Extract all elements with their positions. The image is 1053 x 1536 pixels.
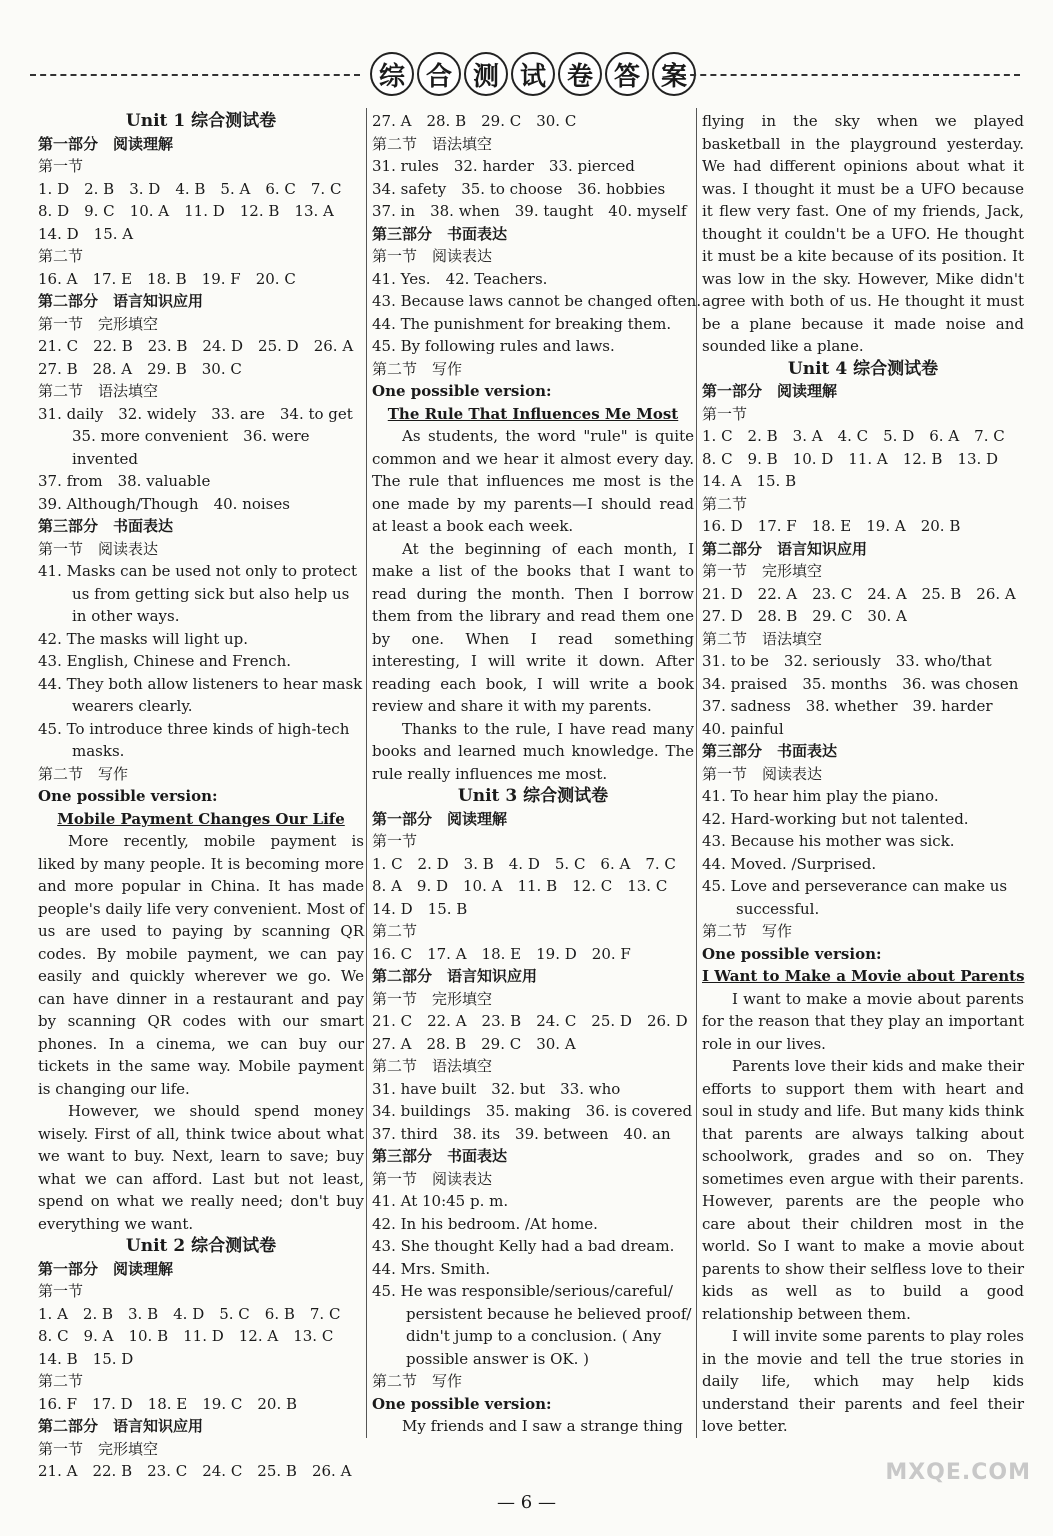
answer-line: 37. sadness 38. whether 39. harder bbox=[702, 697, 993, 715]
answer-line: 31. to be 32. seriously 33. who/that bbox=[702, 652, 992, 670]
answer-line: 41. At 10:45 p. m. bbox=[372, 1192, 509, 1210]
essay-paragraph: At the beginning of each month, I make a list of the books that I want to read during the month. Then I borrow them from the library and read them one by one. When I read something interesting, I will write it down. After reading each book, I will write a book review and share it with my parents. bbox=[372, 539, 694, 715]
answer-line: 44. The punishment for breaking them. bbox=[372, 314, 672, 333]
answer-line: 第一节 bbox=[372, 832, 418, 850]
answer-line: 31. rules 32. harder 33. pierced bbox=[372, 157, 635, 175]
answer-line: 第一节 完形填空 bbox=[372, 989, 493, 1008]
section-heading: 第三部分 书面表达 bbox=[372, 224, 508, 243]
answer-item: 45. Love and perseverance can make us successful. bbox=[702, 877, 1008, 918]
answer-line: 27. A 28. B 29. C 30. A bbox=[372, 1034, 576, 1053]
page-header bbox=[30, 46, 1020, 110]
answer-line: 第一节 bbox=[38, 1282, 84, 1300]
section-heading: 第二部分 语言知识应用 bbox=[702, 539, 868, 558]
header-title-char: 试 bbox=[511, 52, 555, 96]
answer-item: 41. Masks can be used not only to protect us from getting sick but also help us in other ways. bbox=[38, 562, 357, 625]
section-heading: 第三部分 书面表达 bbox=[702, 742, 838, 760]
answer-line: 第一节 阅读表达 bbox=[372, 247, 493, 265]
header-title-char: 卷 bbox=[558, 52, 602, 96]
answer-line: 21. C 22. A 23. B 24. C 25. D 26. D bbox=[372, 1012, 688, 1030]
answer-column-2 bbox=[372, 110, 702, 1438]
header-rule-right bbox=[680, 74, 1020, 76]
section-heading: 第二部分 语言知识应用 bbox=[38, 292, 204, 310]
section-heading: One possible version: bbox=[702, 944, 882, 963]
answer-line: 16. F 17. D 18. E 19. C 20. B bbox=[38, 1394, 297, 1413]
unit-title: Unit 2 综合测试卷 bbox=[125, 1236, 277, 1256]
answer-line: 27. B 28. A 29. B 30. C bbox=[38, 359, 242, 378]
essay-title: I Want to Make a Movie about Parents bbox=[702, 967, 1025, 985]
essay-paragraph: I will invite some parents to play roles in the movie and tell the true stories in daily life, which may help kids understand their parents and feel their love better. bbox=[702, 1327, 1024, 1435]
answer-line: 第二节 语法填空 bbox=[38, 382, 159, 400]
essay-paragraph: I want to make a movie about parents for the reason that they play an important role in our lives. bbox=[702, 989, 1024, 1053]
answer-line: 1. A 2. B 3. B 4. D 5. C 6. B 7. C bbox=[38, 1304, 341, 1323]
answer-line: 第二节 写作 bbox=[38, 764, 129, 783]
answer-line: 第二节 bbox=[38, 1372, 84, 1390]
essay-title: The Rule That Influences Me Most bbox=[387, 404, 679, 423]
answer-column-1 bbox=[38, 110, 364, 1483]
answer-line: 8. C 9. B 10. D 11. A 12. B 13. D bbox=[702, 449, 999, 468]
section-heading: 第一部分 阅读理解 bbox=[38, 134, 174, 153]
section-heading: 第一部分 阅读理解 bbox=[372, 809, 508, 828]
answer-line: 31. have built 32. but 33. who bbox=[372, 1079, 621, 1098]
header-title-char: 合 bbox=[417, 52, 461, 96]
column-divider bbox=[366, 108, 367, 1438]
answer-line: 1. D 2. B 3. D 4. B 5. A 6. C 7. C bbox=[38, 179, 342, 198]
answer-line: 43. English, Chinese and French. bbox=[38, 652, 292, 670]
answer-line: 34. buildings 35. making 36. is covered bbox=[372, 1102, 693, 1120]
essay-paragraph: flying in the sky when we played basketball in the playground yesterday. We had different opinions about what it was. I thought it must be a UFO because it flew very fast. One of my friends, Jack, thought it couldn't be a UFO. He thought it must be a kite because of its position. It was low in the sky. However, Mike didn't agree with both of us. He thought it must be a plane because it made noise and sounded like a plane. bbox=[702, 112, 1024, 355]
answer-column-3 bbox=[702, 110, 1024, 1438]
header-title bbox=[370, 52, 696, 96]
answer-line: 16. D 17. F 18. E 19. A 20. B bbox=[702, 517, 961, 535]
header-rule-left bbox=[30, 74, 360, 76]
answer-item: 45. To introduce three kinds of high-tech masks. bbox=[38, 719, 350, 760]
section-heading: One possible version: bbox=[372, 1394, 552, 1413]
answer-line: 44. Mrs. Smith. bbox=[372, 1259, 491, 1278]
answer-line: 21. D 22. A 23. C 24. A 25. B 26. A bbox=[702, 584, 1016, 603]
page-number: — 6 — bbox=[497, 1492, 556, 1513]
answer-line: 31. daily 32. widely 33. are 34. to get bbox=[38, 404, 353, 423]
unit-title: Unit 4 综合测试卷 bbox=[787, 358, 939, 379]
answer-line: 第二节 写作 bbox=[372, 1372, 463, 1390]
answer-item: 44. They both allow listeners to hear mask wearers clearly. bbox=[38, 674, 363, 715]
answer-line: 8. C 9. A 10. B 11. D 12. A 13. C bbox=[38, 1327, 334, 1345]
answer-line: 第一节 完形填空 bbox=[702, 562, 823, 580]
answer-line: 第二节 bbox=[372, 922, 418, 940]
answer-line: 27. A 28. B 29. C 30. C bbox=[372, 112, 577, 130]
essay-paragraph: However, we should spend money wisely. First of all, think twice about what we want to buy. Next, learn to save; buy what we can afford. Last but not least, spend on what we really need; don't buy everything we want. bbox=[38, 1102, 364, 1233]
answer-line: 21. C 22. B 23. B 24. D 25. D 26. A bbox=[38, 337, 354, 355]
answer-line: 45. By following rules and laws. bbox=[372, 337, 615, 355]
section-heading: One possible version: bbox=[38, 787, 218, 805]
essay-paragraph: As students, the word "rule" is quite common and we hear it almost every day. The rule that influences me most is the one made by my parents—I should read at least a book each week. bbox=[372, 427, 694, 535]
answer-line: 37. in 38. when 39. taught 40. myself bbox=[372, 202, 687, 220]
answer-line: 14. A 15. B bbox=[702, 472, 797, 490]
answer-line: 第二节 语法填空 bbox=[702, 629, 823, 648]
section-heading: 第一部分 阅读理解 bbox=[38, 1259, 174, 1278]
answer-line: 42. In his bedroom. /At home. bbox=[372, 1214, 598, 1233]
answer-line: 第二节 语法填空 bbox=[372, 134, 493, 153]
answer-line: 43. Because laws cannot be changed often. bbox=[372, 292, 702, 310]
answer-line: 39. Although/Though 40. noises bbox=[38, 494, 290, 513]
answer-line: 41. To hear him play the piano. bbox=[702, 787, 939, 805]
header-title-char: 测 bbox=[464, 52, 508, 96]
answer-line: 14. D 15. B bbox=[372, 899, 468, 918]
header-title-char: 综 bbox=[370, 52, 414, 96]
answer-line: 16. A 17. E 18. B 19. F 20. C bbox=[38, 269, 296, 288]
unit-title: Unit 3 综合测试卷 bbox=[457, 786, 609, 806]
answer-line: 14. B 15. D bbox=[38, 1349, 134, 1368]
answer-line: 44. Moved. /Surprised. bbox=[702, 854, 877, 873]
answer-line: 14. D 15. A bbox=[38, 224, 134, 243]
header-title-char: 案 bbox=[652, 52, 696, 96]
answer-line: 1. C 2. D 3. B 4. D 5. C 6. A 7. C bbox=[372, 854, 676, 873]
answer-line: 第一节 bbox=[38, 157, 84, 175]
essay-title: Mobile Payment Changes Our Life bbox=[57, 809, 345, 828]
answer-line: 第一节 阅读表达 bbox=[38, 539, 159, 558]
section-heading: 第三部分 书面表达 bbox=[372, 1147, 508, 1165]
answer-line: 第二节 bbox=[38, 247, 84, 265]
answer-line: 21. A 22. B 23. C 24. C 25. B 26. A bbox=[38, 1462, 352, 1480]
answer-line: 43. Because his mother was sick. bbox=[702, 832, 955, 850]
essay-paragraph: More recently, mobile payment is liked by many people. It is becoming more and more popular in China. It has made people's daily life very convenient. Most of us are used to paying by scanning QR codes. By mobile payment, we can pay easily and quickly wherever we go. We can have dinner in a restaurant and pay by scanning QR codes with our smart phones. In a cinema, we can buy our tickets in the same way. Mobile payment is changing our life. bbox=[38, 832, 364, 1098]
header-title-char: 答 bbox=[605, 52, 649, 96]
answer-line: 37. third 38. its 39. between 40. an bbox=[372, 1124, 671, 1143]
answer-line: 8. A 9. D 10. A 11. B 12. C 13. C bbox=[372, 877, 668, 895]
section-heading: One possible version: bbox=[372, 382, 552, 400]
answer-line: 第一节 阅读表达 bbox=[372, 1169, 493, 1188]
section-heading: 第二部分 语言知识应用 bbox=[372, 967, 538, 985]
answer-line: 42. Hard-working but not talented. bbox=[702, 809, 969, 828]
section-heading: 第三部分 书面表达 bbox=[38, 517, 174, 535]
answer-line: 43. She thought Kelly had a bad dream. bbox=[372, 1237, 675, 1255]
answer-line: 第二节 bbox=[702, 494, 748, 513]
section-heading: 第一部分 阅读理解 bbox=[702, 382, 838, 400]
answer-line: 34. safety 35. to choose 36. hobbies bbox=[372, 179, 666, 198]
answer-line: 27. D 28. B 29. C 30. A bbox=[702, 607, 907, 625]
answer-line: 16. C 17. A 18. E 19. D 20. F bbox=[372, 944, 631, 963]
watermark-logo: MXQE.COM bbox=[885, 1460, 1031, 1485]
answer-line: 34. praised 35. months 36. was chosen bbox=[702, 674, 1019, 693]
answer-line: 42. The masks will light up. bbox=[38, 629, 249, 648]
section-heading: 第二部分 语言知识应用 bbox=[38, 1417, 204, 1435]
essay-paragraph: Thanks to the rule, I have read many books and learned much knowledge. The rule really influences me most. bbox=[372, 719, 694, 783]
answer-line: 8. D 9. C 10. A 11. D 12. B 13. A bbox=[38, 202, 334, 220]
answer-line: 第一节 完形填空 bbox=[38, 314, 159, 333]
answer-line: 第一节 阅读表达 bbox=[702, 764, 823, 783]
answer-line: 41. Yes. 42. Teachers. bbox=[372, 269, 548, 288]
answer-item: 45. He was responsible/serious/careful/ persistent because he believed proof/ didn't jump to a conclusion. ( Any possible answer is OK. ) bbox=[372, 1282, 692, 1368]
answer-line: 35. more convenient 36. were invented bbox=[72, 427, 310, 468]
answer-line: 1. C 2. B 3. A 4. C 5. D 6. A 7. C bbox=[702, 427, 1005, 445]
essay-paragraph: My friends and I saw a strange thing bbox=[402, 1417, 683, 1435]
answer-line: 37. from 38. valuable bbox=[38, 472, 211, 490]
answer-line: 第一节 完形填空 bbox=[38, 1439, 159, 1458]
answer-line: 第二节 写作 bbox=[372, 359, 463, 378]
answer-line: 第二节 写作 bbox=[702, 922, 793, 940]
answer-line: 第二节 语法填空 bbox=[372, 1057, 493, 1075]
answer-line: 第一节 bbox=[702, 404, 748, 423]
essay-paragraph: Parents love their kids and make their efforts to support them with heart and soul in study and life. But many kids think that parents are always talking about schoolwork, grades and so on. They sometimes even argue with their parents. However, parents are the people who care about their children most in the world. So I want to make a movie about parents to show their selfless love to their kids as well as to build a good relationship between them. bbox=[702, 1057, 1024, 1323]
answer-line: 40. painful bbox=[702, 719, 784, 738]
unit-title: Unit 1 综合测试卷 bbox=[125, 111, 277, 131]
